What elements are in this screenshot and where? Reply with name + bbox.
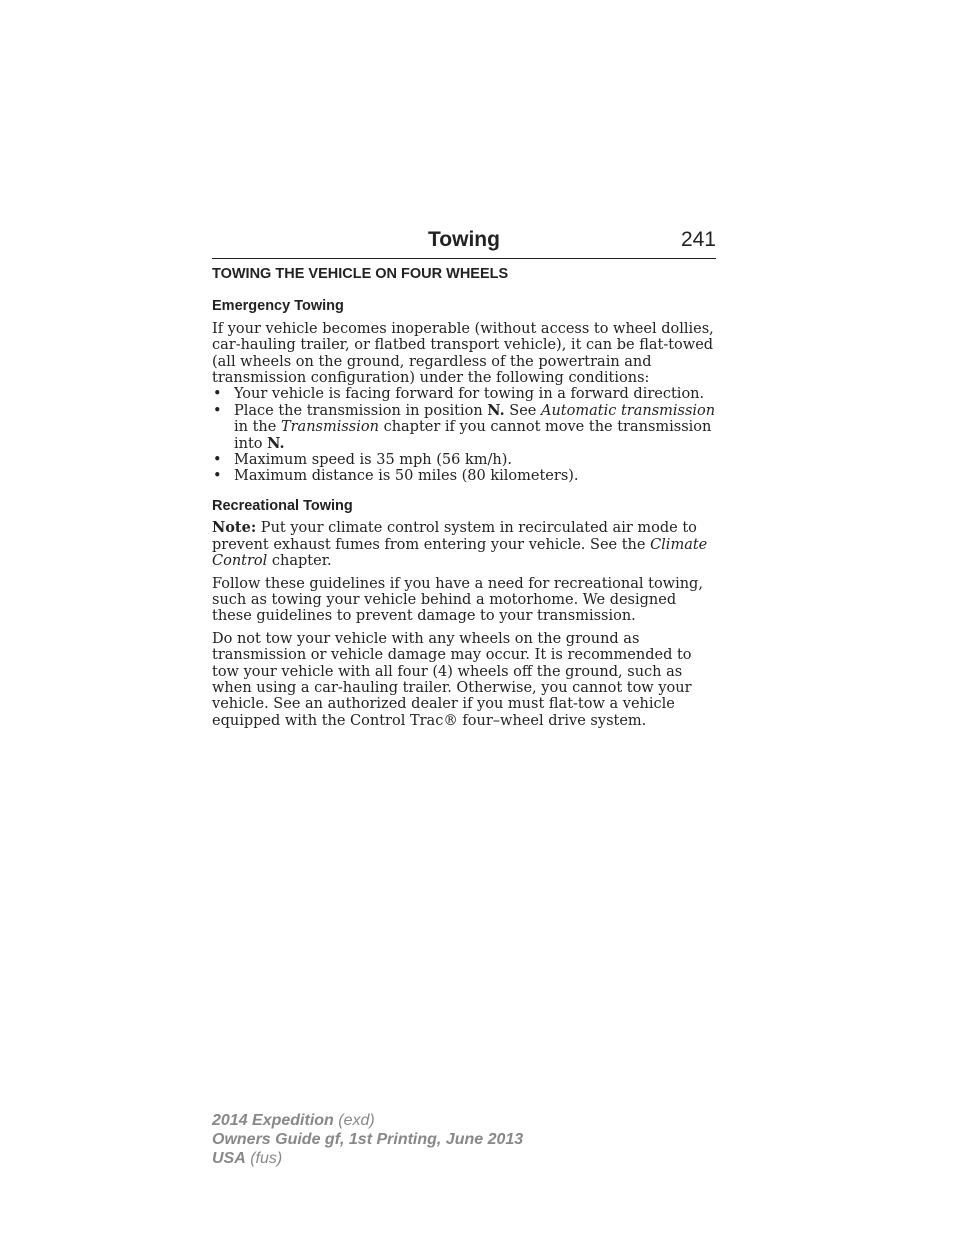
- bullet-icon: •: [213, 452, 222, 469]
- guidelines-paragraph: Follow these guidelines if you have a need for recreational towing, such as towing your vehicle behind a motorhome. We designed these guidelines to prevent damage to your transmission.: [212, 575, 703, 625]
- page-title: Towing: [428, 228, 500, 251]
- list-item: • Maximum distance is 50 miles (80 kilometers).: [213, 468, 579, 485]
- conditions-list: [212, 386, 716, 484]
- list-item: • Maximum speed is 35 mph (56 km/h).: [213, 452, 512, 469]
- cross-reference: Transmission: [280, 419, 379, 436]
- section-title: TOWING THE VEHICLE ON FOUR WHEELS: [212, 266, 509, 282]
- recreational-towing-heading: Recreational Towing: [212, 497, 353, 514]
- footer-line-printing: Owners Guide gf, 1st Printing, June 2013: [212, 1131, 524, 1148]
- emergency-intro: If your vehicle becomes inoperable (without access to wheel dollies, car-hauling trailer, or flatbed transport vehicle), it can be flat-towed (all wheels on the ground, regardless of the powertrain and transmission configuration) under the following conditions:: [212, 320, 714, 387]
- page-number: 241: [680, 228, 716, 251]
- warning-paragraph: Do not tow your vehicle with any wheels on the ground as transmission or vehicle damage may occur. It is recommended to tow your vehicle with all four (4) wheels off the ground, such as when using a car-hauling trailer. Otherwise, you cannot tow your vehicle. See an authorized dealer if you must flat-tow a vehicle equipped with the Control Trac® four–wheel drive system.: [212, 630, 692, 729]
- list-item: • Place the transmission in position N. See Automatic transmission in the Transmission chapter if you cannot move the transmission into N.: [213, 401, 716, 452]
- footer-line-model: 2014 Expedition (exd): [212, 1112, 375, 1129]
- page-header: [212, 228, 716, 259]
- cross-reference: Climate Control: [212, 536, 708, 570]
- footer-line-market: USA (fus): [212, 1150, 283, 1167]
- page-content: [212, 266, 716, 735]
- emergency-towing-heading: Emergency Towing: [212, 298, 344, 315]
- bullet-icon: •: [213, 402, 222, 419]
- page-footer: [212, 1111, 523, 1168]
- note-label: Note:: [212, 519, 257, 537]
- cross-reference: Automatic transmission: [541, 402, 716, 419]
- bullet-icon: •: [213, 468, 222, 485]
- list-item: • Your vehicle is facing forward for towing in a forward direction.: [213, 386, 705, 403]
- note-paragraph: Note: Put your climate control system in recirculated air mode to prevent exhaust fumes from entering your vehicle. See the Climate Control chapter.: [212, 519, 708, 570]
- bullet-icon: •: [213, 386, 222, 403]
